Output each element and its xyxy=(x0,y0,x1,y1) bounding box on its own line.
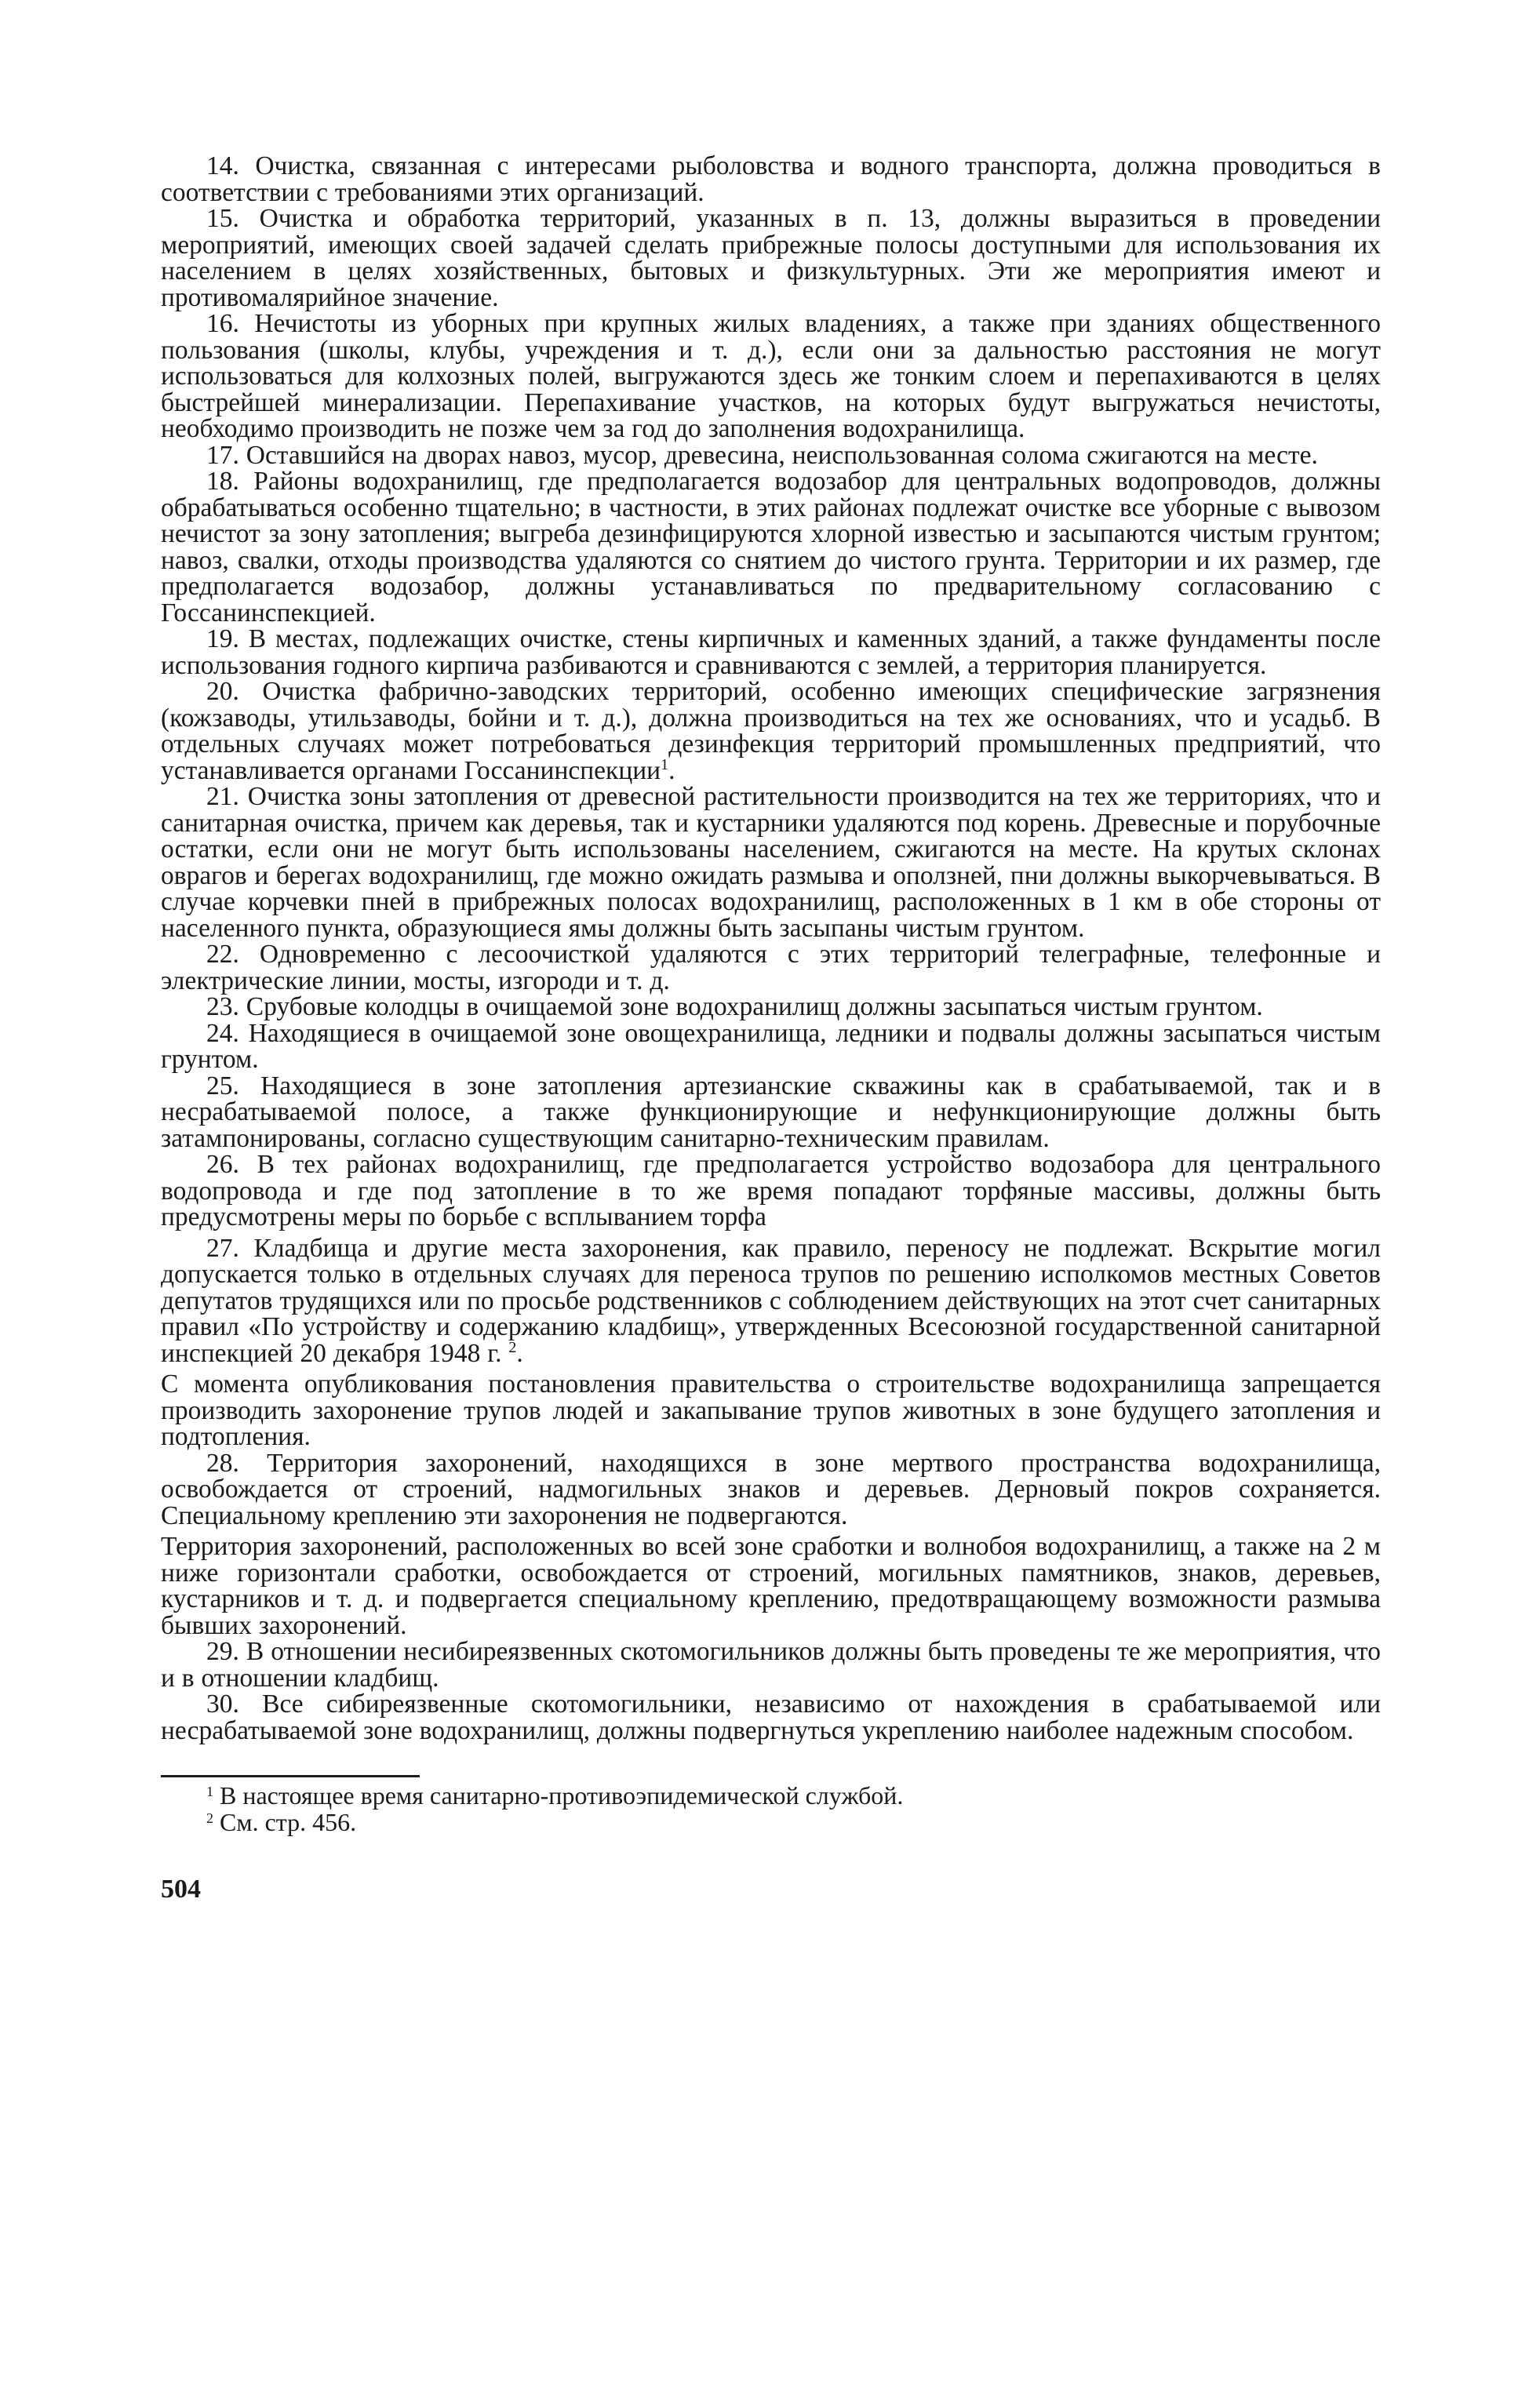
paragraph-21: 21. Очистка зоны затопления от древесной растительности производится на тех же территориях, что и санитарная очистка, причем как деревья, так и кустарники удаляются под корень. Древесные и порубочные остатки, если они не могут быть использованы населением, сжигаются на месте. На крутых склонах оврагов и берегах водохранилищ, где можно ожидать размыва и оползней, пни должны выкорчевываться. В случае корчевки пней в прибрежных полосах водохранилищ, расположенных в 1 км в обе стороны от населенного пункта, образующиеся ямы должны быть засыпаны чистым грунтом. xyxy=(161,782,1381,943)
paragraph-14: 14. Очистка, связанная с интересами рыболовства и водного транспорта, должна проводиться в соответствии с требованиями этих организаций. xyxy=(161,151,1381,207)
paragraph-30: 30. Все сибиреязвенные скотомогильники, независимо от нахождения в срабатываемой или несрабатываемой зоне водохранилищ, должны подвергнуться укреплению наиболее надежным способом. xyxy=(161,1690,1381,1745)
footnote-2: $^2$ См. стр. 456. xyxy=(206,1808,357,1836)
body-text xyxy=(161,153,1381,1744)
paragraph-20: 20. Очистка фабрично-заводских территорий, особенно имеющих специфические загрязнения (кожзаводы, утильзаводы, бойни и т. д.), должна производиться на тех же основаниях, что и усадьб. В отдельных случаях может потребоваться дезинфекция территорий промышленных предприятий, что устанавливается органами Госсанинспекции$^1$. xyxy=(161,677,1381,785)
footnote-divider xyxy=(161,1775,420,1777)
paragraph-28-continued: Территория захоронений, расположенных во всей зоне сработки и волнобоя водохранилищ, а также на 2 м ниже горизонтали сработки, освобождается от строений, могильных памятников, знаков, деревьев, кустарников и т. д. и подвергается специальному креплению, предотвращающему возможности размыва бывших захоронений. xyxy=(161,1532,1381,1640)
paragraph-27-continued: С момента опубликования постановления правительства о строительстве водохранилища запрещается производить захоронение трупов людей и закапывание трупов животных в зоне будущего затопления и подтопления. xyxy=(161,1370,1381,1451)
paragraph-23: 23. Срубовые колодцы в очищаемой зоне водохранилищ должны засыпаться чистым грунтом. xyxy=(206,992,1263,1021)
paragraph-17: 17. Оставшийся на дворах навоз, мусор, древесина, неиспользованная солома сжигаются на месте. xyxy=(206,440,1318,470)
footnote-ref-1: 1 xyxy=(661,755,669,773)
footnote-ref-2: 2 xyxy=(508,1338,517,1356)
paragraph-26: 26. В тех районах водохранилищ, где предполагается устройство водозабора для центрального водопровода и где под затопление в то же время попадают торфяные массивы, должны быть предусмотрены меры по борьбе с всплыванием торфа xyxy=(161,1150,1381,1231)
paragraph-15: 15. Очистка и обработка территорий, указанных в п. 13, должны выразиться в проведении мероприятий, имеющих своей задачей сделать прибрежные полосы доступными для использования их населением в целях хозяйственных, бытовых и физкультурных. Эти же мероприятия имеют и противомалярийное значение. xyxy=(161,204,1381,312)
paragraph-27: 27. Кладбища и другие места захоронения, как правило, переносу не подлежат. Вскрытие могил допускается только в отдельных случаях для переноса трупов по решению исполкомов местных Советов депутатов трудящихся или по просьбе родственников с соблюдением действующих на этот счет санитарных правил «По устройству и содержанию кладбищ», утвержденных Всесоюзной государственной санитарной инспекцией 20 декабря 1948 г. $^2$. xyxy=(161,1233,1381,1368)
paragraph-16: 16. Нечистоты из уборных при крупных жилых владениях, а также при зданиях общественного пользования (школы, клубы, учреждения и т. д.), если они за дальностью расстояния не могут использоваться для колхозных полей, выгружаются здесь же тонким слоем и перепахиваются в целях быстрейшей минерализации. Перепахивание участков, на которых будут выгружаться нечистоты, необходимо производить не позже чем за год до заполнения водохранилища. xyxy=(161,309,1381,443)
page-number: 504 xyxy=(161,1875,201,1904)
footnotes xyxy=(161,1782,1381,1835)
footnote-1: $^1$ В настоящее время санитарно-противоэпидемической службой. xyxy=(206,1781,904,1810)
paragraph-24: 24. Находящиеся в очищаемой зоне овощехранилища, ледники и подвалы должны засыпаться чистым грунтом. xyxy=(161,1018,1381,1074)
paragraph-25: 25. Находящиеся в зоне затопления артезианские скважины как в срабатываемой, так и в несрабатываемой полосе, а также функционирующие и нефункционирующие должны быть затампонированы, согласно существующим санитарно-техническим правилам. xyxy=(161,1071,1381,1153)
paragraph-19: 19. В местах, подлежащих очистке, стены кирпичных и каменных зданий, а также фундаменты после использования годного кирпича разбиваются и сравниваются с землей, а территория планируется. xyxy=(161,624,1381,680)
paragraph-28: 28. Территория захоронений, находящихся в зоне мертвого пространства водохранилища, освобождается от строений, надмогильных знаков и деревьев. Дерновый покров сохраняется. Специальному креплению эти захоронения не подвергаются. xyxy=(161,1448,1381,1530)
page xyxy=(161,153,1381,1904)
paragraph-29: 29. В отношении несибиреязвенных скотомогильников должны быть проведены те же мероприятия, что и в отношении кладбищ. xyxy=(161,1637,1381,1693)
paragraph-22: 22. Одновременно с лесоочисткой удаляются с этих территорий телеграфные, телефонные и электрические линии, мосты, изгороди и т. д. xyxy=(161,940,1381,995)
paragraph-18: 18. Районы водохранилищ, где предполагается водозабор для центральных водопроводов, должны обрабатываться особенно тщательно; в частности, в этих районах подлежат очистке все уборные с вывозом нечистот за зону затопления; выгреба дезинфицируются хлорной известью и засыпаются чистым грунтом; навоз, свалки, отходы производства удаляются со снятием до чистого грунта. Территории и их размер, где предполагается водозабор, должны устанавливаться по предварительному согласованию с Госсанинспекцией. xyxy=(161,467,1381,627)
